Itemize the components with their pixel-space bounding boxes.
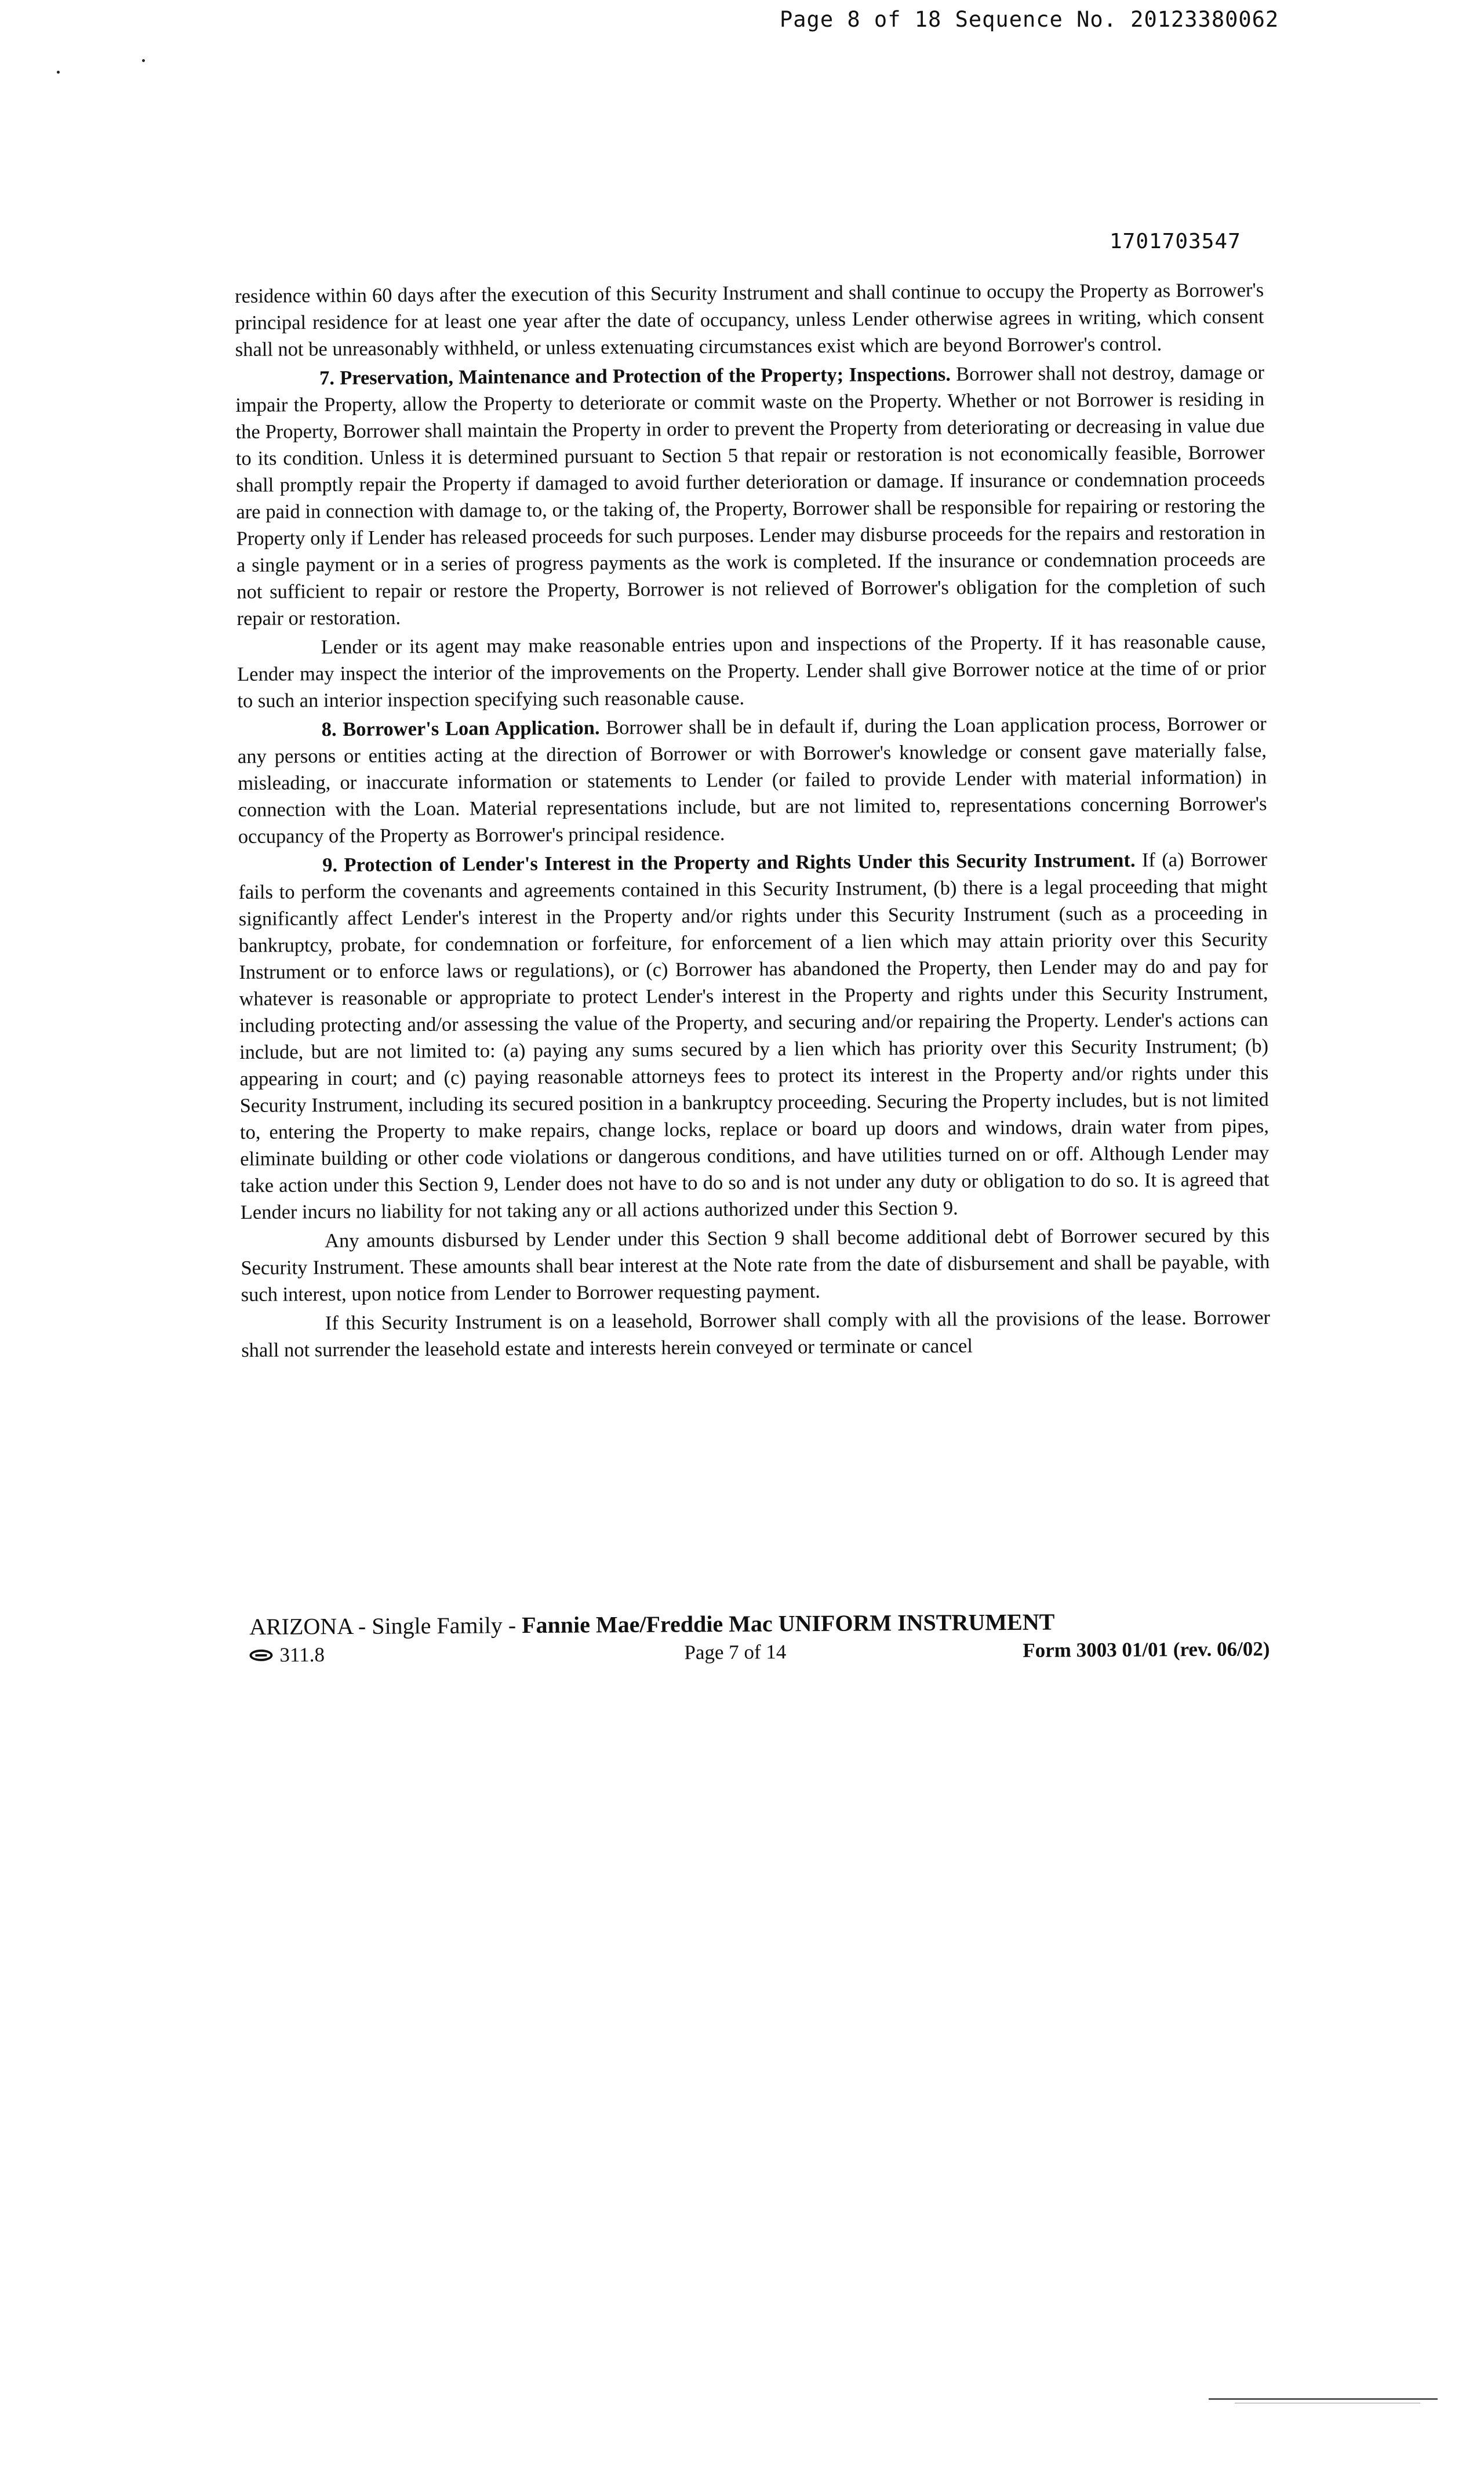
section-9-text: If (a) Borrower fails to perform the covenants and agreements contained in this Security Instrument, (b) there is a legal proceeding that might significantly affect Lender's interest in the Property and/or rights under this Security Instrument (such as a proceeding in bankruptcy, probate, for condemnation or forfeiture, for enforcement of a lien which may attain priority over this Security Instrument or to enforce laws or regulations), or (c) Borrower has abandoned the Property, then Lender may do and pay for whatever is reasonable or appropriate to protect Lender's interest in the Property and rights under this Security Instrument, including protecting and/or assessing the value of the Property, and securing and/or repairing the Property. Lender's actions can include, but are not limited to: (a) paying any sums secured by a lien which has priority over this Security Instrument; (b) appearing in court; and (c) paying reasonable attorneys fees to protect its interest in the Property and/or rights under this Security Instrument, including its secured position in a bankruptcy proceeding. Securing the Property includes, but is not limited to, entering the Property to make repairs, change locks, replace or board up doors and windows, drain water from pipes, eliminate building or other code violations or dangerous conditions, and have utilities turned on or off. Although Lender may take action under this Section 9, Lender does not have to do so and is not under any duty or obligation to do so. It is agreed that Lender incurs no liability for not taking any or all actions authorized under this Section 9.: [238, 848, 1270, 1223]
section-8-text: Borrower shall be in default if, during the Loan application process, Borrower or any persons or entities acting at the direction of Borrower or with Borrower's knowledge or consent gave materially false, misleading, or inaccurate information or statements to Lender (or failed to provide Lender with material information) in connection with the Loan. Material representations include, but are not limited to, representations concerning Borrower's occupancy of the Property as Borrower's principal residence.: [237, 713, 1267, 848]
section-9-heading: 9. Protection of Lender's Interest in the Property and Rights Under this Security Instrument.: [322, 849, 1136, 877]
footer-instrument: Fannie Mae/Freddie Mac UNIFORM INSTRUMENT: [521, 1608, 1055, 1639]
scan-speck: [57, 71, 60, 74]
footer-state: ARIZONA: [249, 1612, 353, 1640]
vmp-logo-icon: [249, 1650, 272, 1661]
paragraph-occupancy-continued: residence within 60 days after the execution of this Security Instrument and shall continue to occupy the Property as Borrower's principal residence for at least one year after the date of occupancy, unless Lender otherwise agrees in writing, which consent shall not be unreasonably withheld, or unless extenuating circumstances exist which are beyond Borrower's control.: [235, 279, 1264, 361]
footer-descriptor: - Single Family -: [352, 1612, 522, 1639]
scan-speck: [142, 59, 145, 62]
page-of: Page 7 of 14: [684, 1640, 787, 1664]
footer-row: [249, 1636, 1270, 1669]
section-8-heading: 8. Borrower's Loan Application.: [321, 717, 600, 741]
section-8: [238, 710, 1267, 850]
form-code: [249, 1641, 325, 1669]
page-sequence-header: Page 8 of 18 Sequence No. 20123380062: [780, 7, 1279, 32]
section-7-inspections: Lender or its agent may make reasonable entries upon and inspections of the Property. If it has reasonable cause, Lender may inspect the interior of the improvements on the Property. Lender shall give Borrower notice at the time of or prior to such an interior inspection specifying such reasonable cause.: [237, 630, 1267, 712]
section-7-heading: 7. Preservation, Maintenance and Protection of the Property; Inspections.: [319, 363, 951, 390]
loan-number: 1701703547: [1110, 230, 1241, 253]
section-9-amounts: Any amounts disbursed by Lender under this Section 9 shall become additional debt of Borrower secured by this Security Instrument. These amounts shall bear interest at the Note rate from the date of disbursement and shall be payable, with such interest, upon notice from Lender to Borrower requesting payment.: [241, 1224, 1270, 1306]
form-footer: [249, 1607, 1270, 1669]
form-number: Form 3003 01/01 (rev. 06/02): [1023, 1637, 1270, 1662]
footer-title: [249, 1607, 1270, 1641]
section-7-text: Borrower shall not destroy, damage or impair the Property, allow the Property to deteriorate or commit waste on the Property. Whether or not Borrower is residing in the Property, Borrower shall maintain the Property in order to prevent the Property from deteriorating or decreasing in value due to its condition. Unless it is determined pursuant to Section 5 that repair or restoration is not economically feasible, Borrower shall promptly repair the Property if damaged to avoid further deterioration or damage. If insurance or condemnation proceeds are paid in connection with damage to, or the taking of, the Property, Borrower shall be responsible for repairing or restoring the Property only if Lender has released proceeds for such purposes. Lender may disburse proceeds for the repairs and restoration in a single payment or in a series of progress payments as the work is completed. If the insurance or condemnation proceeds are not sufficient to repair or restore the Property, Borrower is not relieved of Borrower's obligation for the completion of such repair or restoration.: [235, 361, 1266, 630]
scan-artifact-line: [1209, 2398, 1438, 2400]
section-7: [235, 359, 1266, 632]
form-code-number: 311.8: [279, 1643, 325, 1666]
section-9-leasehold: If this Security Instrument is on a leasehold, Borrower shall comply with all the provisions of the lease. Borrower shall not surrender the leasehold estate and interests herein conveyed or terminate or cancel: [241, 1306, 1271, 1361]
document-body: [235, 277, 1270, 1366]
section-9: [238, 846, 1270, 1226]
